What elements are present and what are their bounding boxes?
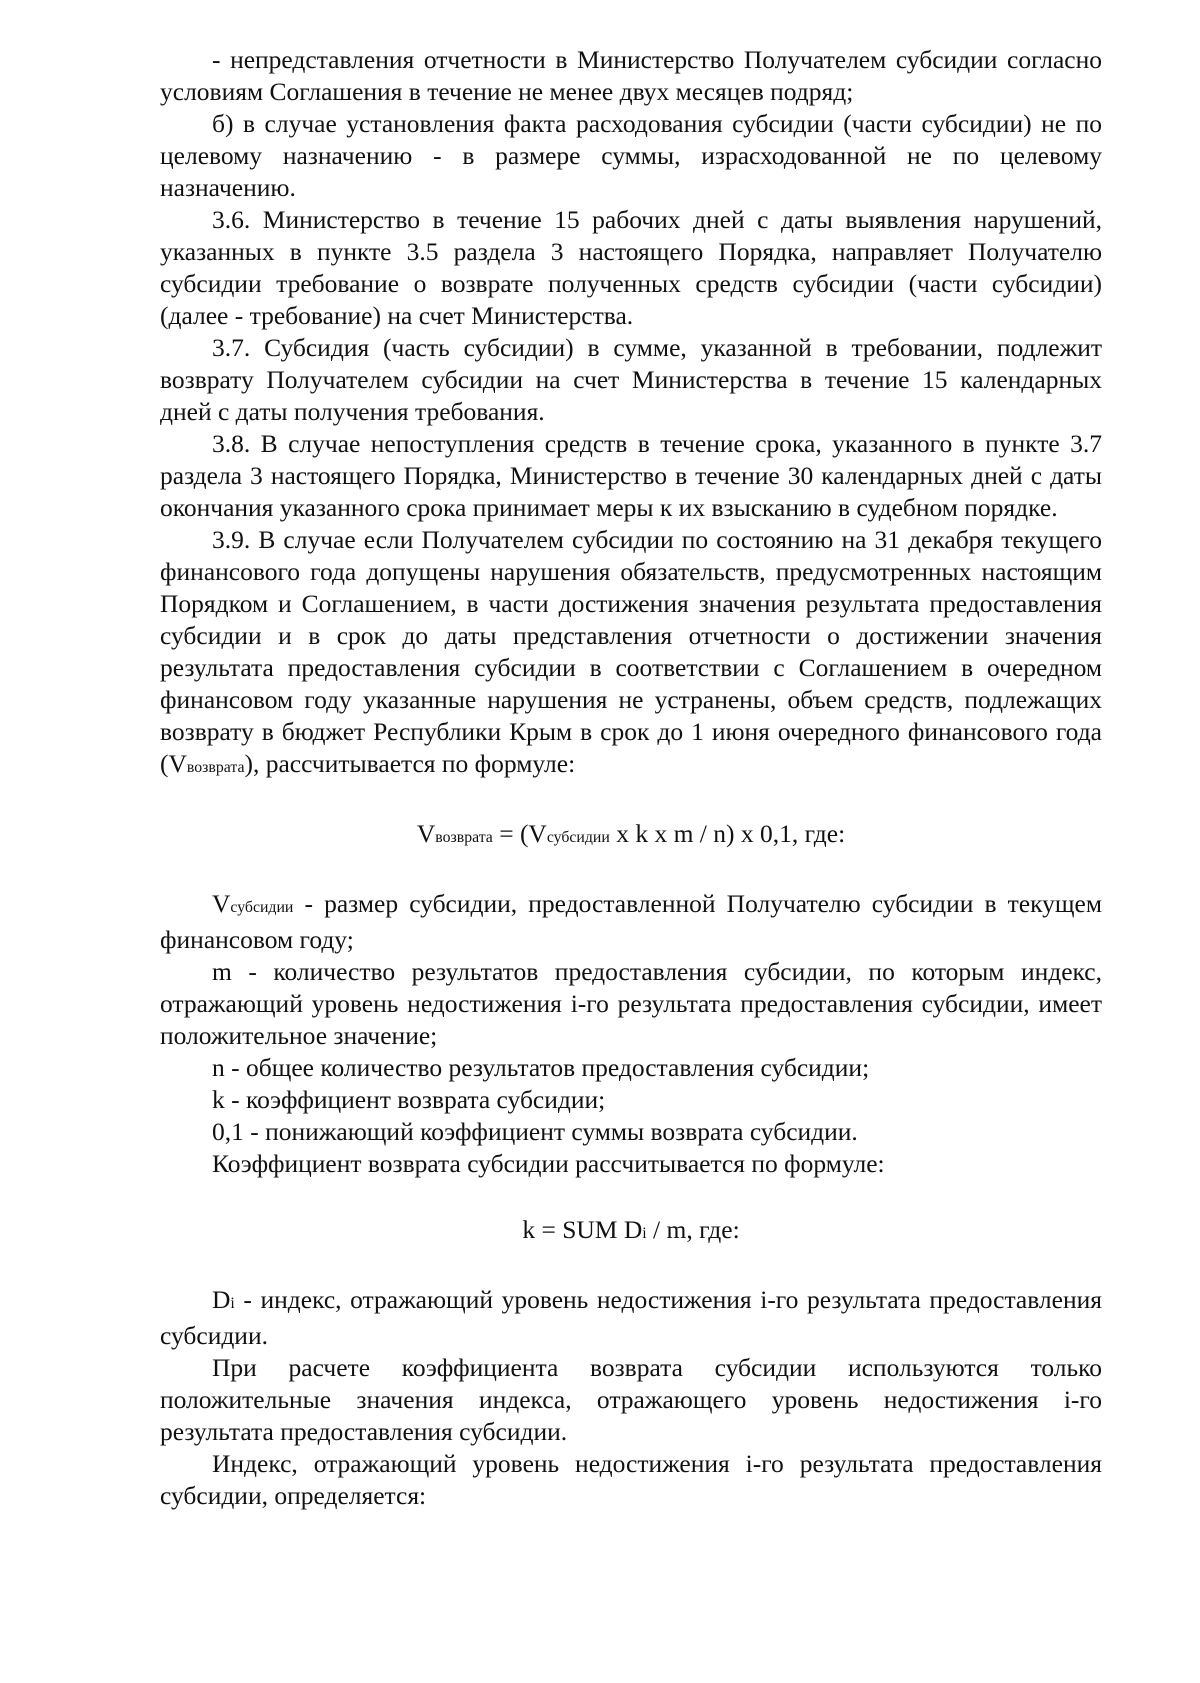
- paragraph-text: 3.7. Субсидия (часть субсидии) в сумме, указанной в требовании, подлежит возврату Получателем субсидии на счет Министерства в течение 15 календарных дней с даты получения требования.: [160, 333, 1102, 426]
- definition-text: k - коэффициент возврата субсидии;: [212, 1085, 606, 1114]
- k-formula-intro: [160, 1148, 1102, 1180]
- definition-m: [160, 956, 1102, 1052]
- paragraph-text: б) в случае установления факта расходования субсидии (части субсидии) не по целевому назначению - в размере суммы, израсходованной не по целевому назначению.: [160, 109, 1102, 202]
- definition-coefficient: [160, 1116, 1102, 1148]
- formula-v-vozvrata: [160, 818, 1102, 854]
- definition-text: - размер субсидии, предоставленной Получателю субсидии в текущем финансовом году;: [160, 889, 1102, 954]
- formula-text: = (V: [492, 819, 547, 848]
- paragraph-3-9: [160, 524, 1102, 784]
- paragraph-text: - непредставления отчетности в Министерство Получателем субсидии согласно условиям Соглашения в течение не менее двух месяцев подряд;: [160, 45, 1102, 106]
- definition-text: - индекс, отражающий уровень недостижения i-го результата предоставления субсидии.: [160, 1285, 1102, 1350]
- formula-k: [160, 1214, 1102, 1250]
- paragraph-text: При расчете коэффициента возврата субсидии используются только положительные значения индекса, отражающего уровень недостижения i-го результата предоставления субсидии.: [160, 1353, 1102, 1446]
- definition-text: n - общее количество результатов предоставления субсидии;: [212, 1053, 870, 1082]
- definition-v-subsidii: [160, 888, 1102, 956]
- formula-text: x k x m / n) x 0,1, где:: [609, 819, 846, 848]
- definition-text: m - количество результатов предоставления субсидии, по которым индекс, отражающий уровень недостижения i-го результата предоставления субсидии, имеет положительное значение;: [160, 957, 1102, 1050]
- paragraph-misuse: [160, 108, 1102, 204]
- definition-var: V: [212, 889, 231, 918]
- paragraph-text: 3.9. В случае если Получателем субсидии по состоянию на 31 декабря текущего финансового года допущены нарушения обязательств, предусмотренных настоящим Порядком и Соглашением, в части достижения значения результата предоставления субсидии и в срок до даты представления отчетности о достижении значения результата предоставления субсидии в соответствии с Соглашением в очередном финансовом году указанные нарушения не устранены, объем средств, подлежащих возврату в бюджет Республики Крым в срок до 1 июня очередного финансового года (V: [160, 525, 1102, 778]
- paragraph-index-determined: [160, 1448, 1102, 1512]
- paragraph-non-reporting: [160, 44, 1102, 108]
- paragraph-3-7: [160, 332, 1102, 428]
- paragraph-3-6: [160, 204, 1102, 332]
- paragraph-3-8: [160, 428, 1102, 524]
- formula-subscript: субсидии: [546, 829, 610, 847]
- formula-text: / m, где:: [646, 1215, 740, 1244]
- definition-subscript: i: [230, 1295, 235, 1313]
- formula-subscript: i: [642, 1225, 647, 1243]
- paragraph-text: Индекс, отражающий уровень недостижения i-го результата предоставления субсидии, определяется:: [160, 1449, 1102, 1510]
- definition-n: [160, 1052, 1102, 1084]
- subscript-vozvrata: возврата: [186, 759, 245, 777]
- formula-text: k = SUM D: [522, 1215, 643, 1244]
- paragraph-text: ), рассчитывается по формуле:: [244, 749, 576, 778]
- definition-text: 0,1 - понижающий коэффициент суммы возврата субсидии.: [212, 1117, 858, 1146]
- definition-k: [160, 1084, 1102, 1116]
- paragraph-text: 3.8. В случае непоступления средств в течение срока, указанного в пункте 3.7 раздела 3 настоящего Порядка, Министерство в течение 30 календарных дней с даты окончания указанного срока принимает меры к их взысканию в судебном порядке.: [160, 429, 1102, 522]
- definition-var: D: [212, 1285, 231, 1314]
- paragraph-positive-values: [160, 1352, 1102, 1448]
- paragraph-text: 3.6. Министерство в течение 15 рабочих дней с даты выявления нарушений, указанных в пункте 3.5 раздела 3 настоящего Порядка, направляет Получателю субсидии требование о возврате полученных средств субсидии (части субсидии) (далее - требование) на счет Министерства.: [160, 205, 1102, 330]
- document-body: [160, 44, 1102, 1512]
- definition-di: [160, 1284, 1102, 1352]
- formula-subscript: возврата: [435, 829, 493, 847]
- definition-text: Коэффициент возврата субсидии рассчитывается по формуле:: [212, 1149, 885, 1178]
- formula-var: V: [416, 819, 436, 848]
- definition-subscript: субсидии: [230, 899, 294, 917]
